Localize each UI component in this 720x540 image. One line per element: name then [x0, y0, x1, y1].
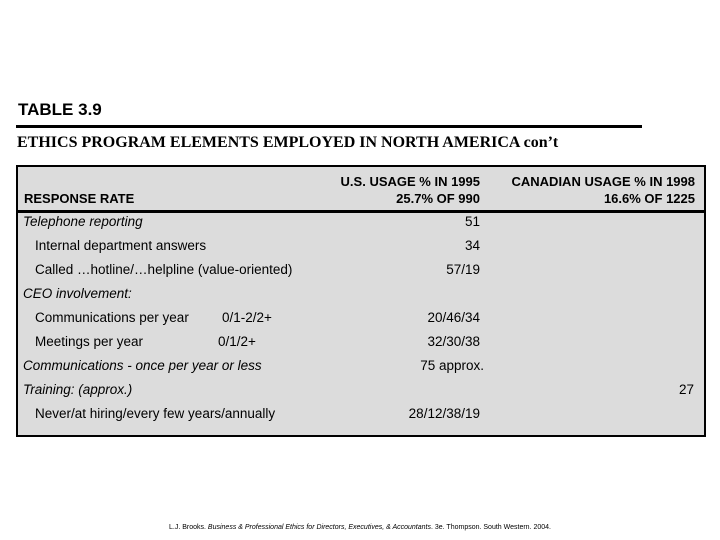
row-us-value: 34: [464, 238, 480, 253]
citation-book: Business & Professional Ethics for Directors, Executives, & Accountants: [207, 524, 431, 531]
header-us-line1: U.S. USAGE % IN 1995: [340, 174, 480, 189]
row-label: Never/at hiring/every few years/annually: [35, 406, 276, 421]
citation: [0, 524, 720, 531]
row-label: Called …hotline/…helpline (value-oriented): [35, 262, 293, 277]
row-label: Meetings per year: [35, 334, 144, 349]
row-label: Internal department answers: [35, 238, 207, 253]
row-ca-value: 27: [678, 382, 694, 397]
header-ca-line1: CANADIAN USAGE % IN 1998: [511, 174, 695, 189]
row-us-value: 20/46/34: [427, 310, 480, 325]
row-us-value: 51: [464, 214, 480, 229]
row-frequency: 0/1/2+: [218, 334, 256, 349]
table-subtitle: ETHICS PROGRAM ELEMENTS EMPLOYED IN NORTH AMERICA con’t: [17, 134, 559, 151]
header-divider: [16, 210, 706, 213]
row-us-value: 57/19: [446, 262, 480, 277]
header-us-line2: 25.7% OF 990: [396, 191, 480, 206]
title-divider: [16, 125, 642, 128]
citation-author: L.J. Brooks.: [169, 524, 208, 531]
row-label: CEO involvement:: [23, 286, 132, 301]
row-label: Communications per year: [35, 310, 189, 325]
citation-publisher: . 3e. Thompson. South Western. 2004.: [430, 524, 551, 531]
row-us-value: 75 approx.: [420, 358, 484, 373]
row-us-value: 32/30/38: [427, 334, 480, 349]
row-label: Training: (approx.): [23, 382, 133, 397]
row-label: Communications - once per year or less: [23, 358, 262, 373]
header-response-rate: RESPONSE RATE: [24, 191, 135, 206]
row-us-value: 28/12/38/19: [408, 406, 480, 421]
header-ca-line2: 16.6% OF 1225: [603, 191, 695, 206]
table-title: TABLE 3.9: [18, 100, 102, 119]
row-frequency: 0/1-2/2+: [222, 310, 272, 325]
row-label: Telephone reporting: [23, 214, 143, 229]
